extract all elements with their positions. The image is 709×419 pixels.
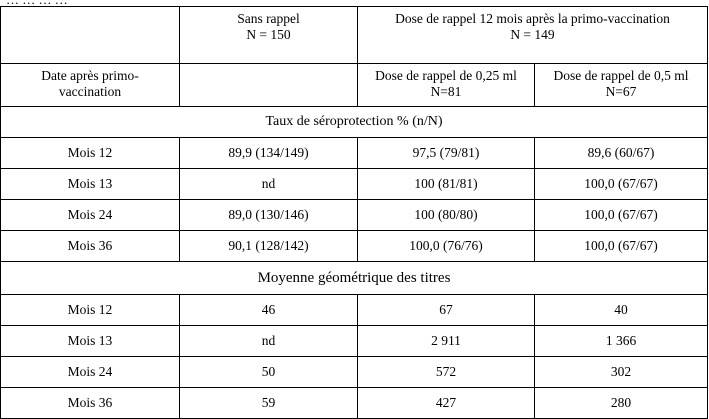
section-title-row	[1, 107, 708, 138]
table-row	[1, 231, 708, 262]
cell-025ml: 2 911	[358, 326, 535, 357]
cell-sans-rappel: 59	[180, 388, 358, 419]
cell-025ml: 100,0 (76/76)	[358, 231, 535, 262]
table-row	[1, 200, 708, 231]
cell-sans-rappel: 50	[180, 357, 358, 388]
row-label: Mois 24	[1, 357, 180, 388]
subheader-025ml	[358, 64, 535, 107]
row-label-header-line1: Date après primo-	[41, 68, 139, 83]
row-label: Mois 13	[1, 326, 180, 357]
cell-05ml: 100,0 (67/67)	[535, 200, 708, 231]
row-label: Mois 36	[1, 231, 180, 262]
row-label: Mois 13	[1, 169, 180, 200]
header-sans-rappel	[180, 7, 358, 64]
row-label: Mois 12	[1, 138, 180, 169]
cell-sans-rappel: 89,0 (130/146)	[180, 200, 358, 231]
cell-05ml: 89,6 (60/67)	[535, 138, 708, 169]
cell-025ml: 100 (81/81)	[358, 169, 535, 200]
empty-subheader-cell	[180, 64, 358, 107]
header-sans-rappel-title: Sans rappel	[237, 11, 300, 26]
cell-025ml: 100 (80/80)	[358, 200, 535, 231]
table-row	[1, 357, 708, 388]
cell-05ml: 302	[535, 357, 708, 388]
section-title-row	[1, 262, 708, 295]
cell-025ml: 97,5 (79/81)	[358, 138, 535, 169]
cell-sans-rappel: nd	[180, 326, 358, 357]
row-label: Mois 12	[1, 295, 180, 326]
results-table	[0, 6, 708, 419]
table-row	[1, 169, 708, 200]
row-label: Mois 36	[1, 388, 180, 419]
row-label: Mois 24	[1, 200, 180, 231]
empty-header-cell	[1, 7, 180, 64]
header-row-1	[1, 7, 708, 64]
cell-05ml: 280	[535, 388, 708, 419]
cell-025ml: 572	[358, 357, 535, 388]
cell-025ml: 67	[358, 295, 535, 326]
table-row	[1, 295, 708, 326]
section-seroprotection-title: Taux de séroprotection % (n/N)	[1, 107, 708, 138]
cell-sans-rappel: 46	[180, 295, 358, 326]
subheader-025ml-n: N=81	[430, 84, 462, 99]
header-sans-rappel-n: N = 150	[246, 27, 291, 42]
cell-sans-rappel: 90,1 (128/142)	[180, 231, 358, 262]
cell-05ml: 40	[535, 295, 708, 326]
subheader-05ml-title: Dose de rappel de 0,5 ml	[553, 68, 689, 83]
header-row-2	[1, 64, 708, 107]
row-label-header	[1, 64, 180, 107]
section-gmt-title: Moyenne géométrique des titres	[1, 262, 708, 295]
cell-sans-rappel: nd	[180, 169, 358, 200]
row-label-header-line2: vaccination	[58, 84, 122, 99]
subheader-05ml	[535, 64, 708, 107]
cell-05ml: 100,0 (67/67)	[535, 231, 708, 262]
table-row	[1, 388, 708, 419]
cell-025ml: 427	[358, 388, 535, 419]
cell-05ml: 1 366	[535, 326, 708, 357]
header-dose-rappel	[358, 7, 708, 64]
header-dose-rappel-n: N = 149	[510, 27, 555, 42]
cell-05ml: 100,0 (67/67)	[535, 169, 708, 200]
subheader-025ml-title: Dose de rappel de 0,25 ml	[375, 68, 517, 83]
subheader-05ml-n: N=67	[605, 84, 637, 99]
table-row	[1, 326, 708, 357]
cell-sans-rappel: 89,9 (134/149)	[180, 138, 358, 169]
header-dose-rappel-title: Dose de rappel 12 mois après la primo-vaccination	[395, 11, 670, 26]
table-row	[1, 138, 708, 169]
